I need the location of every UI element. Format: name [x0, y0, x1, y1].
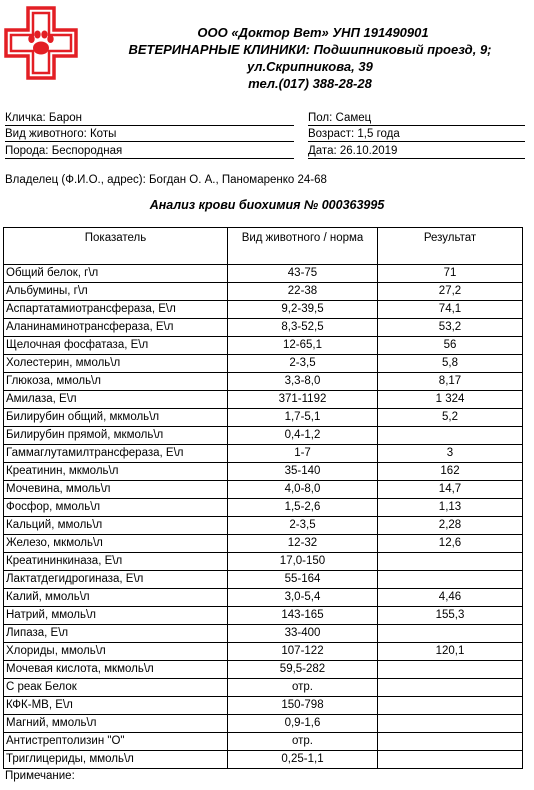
norm-cell: 2-3,5 — [228, 355, 378, 373]
norm-cell: 107-122 — [228, 643, 378, 661]
norm-cell: 3,0-5,4 — [228, 589, 378, 607]
column-header-parameter: Показатель — [4, 228, 228, 265]
norm-cell: 3,3-8,0 — [228, 373, 378, 391]
parameter-cell: Билирубин общий, мкмоль\л — [4, 409, 228, 427]
parameter-cell: Креатинин, мкмоль\л — [4, 463, 228, 481]
parameter-cell: Глюкоза, ммоль\л — [4, 373, 228, 391]
result-cell: 3 — [378, 445, 523, 463]
parameter-cell: Кальций, ммоль\л — [4, 517, 228, 535]
parameter-cell: Фосфор, ммоль\л — [4, 499, 228, 517]
result-cell: 1 324 — [378, 391, 523, 409]
parameter-cell: КФК-МВ, Е\л — [4, 697, 228, 715]
parameter-cell: Хлориды, ммоль\л — [4, 643, 228, 661]
parameter-cell: Креатининкиназа, Е\л — [4, 553, 228, 571]
result-cell: 4,46 — [378, 589, 523, 607]
parameter-cell: Лактатдегидрогиназа, Е\л — [4, 571, 228, 589]
norm-cell: отр. — [228, 733, 378, 751]
norm-cell: 12-32 — [228, 535, 378, 553]
table-row — [4, 319, 523, 337]
parameter-cell: Щелочная фосфатаза, Е\л — [4, 337, 228, 355]
table-row — [4, 751, 523, 769]
patient-row — [5, 144, 525, 158]
result-cell: 56 — [378, 337, 523, 355]
result-cell: 12,6 — [378, 535, 523, 553]
parameter-cell: Общий белок, г\л — [4, 265, 228, 283]
patient-species: Вид животного: Коты — [5, 127, 294, 142]
norm-cell: 12-65,1 — [228, 337, 378, 355]
norm-cell: 9,2-39,5 — [228, 301, 378, 319]
table-row — [4, 481, 523, 499]
table-row — [4, 661, 523, 679]
clinic-logo-icon — [4, 6, 78, 80]
parameter-cell: Амилаза, Е\л — [4, 391, 228, 409]
result-cell — [378, 661, 523, 679]
analysis-date: Дата: 26.10.2019 — [308, 144, 525, 159]
table-body — [4, 265, 523, 769]
patient-row — [5, 127, 525, 141]
result-cell: 74,1 — [378, 301, 523, 319]
table-row — [4, 391, 523, 409]
table-row — [4, 499, 523, 517]
parameter-cell: Натрий, ммоль\л — [4, 607, 228, 625]
table-row — [4, 697, 523, 715]
table-row — [4, 337, 523, 355]
note-label: Примечание: — [5, 770, 75, 782]
parameter-cell: Билирубин прямой, мкмоль\л — [4, 427, 228, 445]
table-row — [4, 535, 523, 553]
norm-cell: 55-164 — [228, 571, 378, 589]
parameter-cell: Альбумины, г\л — [4, 283, 228, 301]
table-row — [4, 553, 523, 571]
norm-cell: 143-165 — [228, 607, 378, 625]
parameter-cell: Гаммаглутамилтрансфераза, Е\л — [4, 445, 228, 463]
result-cell: 14,7 — [378, 481, 523, 499]
result-cell — [378, 427, 523, 445]
table-row — [4, 355, 523, 373]
norm-cell: 150-798 — [228, 697, 378, 715]
result-cell — [378, 571, 523, 589]
result-cell: 2,28 — [378, 517, 523, 535]
norm-cell: 0,25-1,1 — [228, 751, 378, 769]
parameter-cell: Магний, ммоль\л — [4, 715, 228, 733]
result-cell: 53,2 — [378, 319, 523, 337]
patient-name: Кличка: Барон — [5, 111, 294, 126]
table-row — [4, 733, 523, 751]
parameter-cell: С реак Белок — [4, 679, 228, 697]
norm-cell: 0,4-1,2 — [228, 427, 378, 445]
norm-cell: 33-400 — [228, 625, 378, 643]
table-row — [4, 517, 523, 535]
parameter-cell: Липаза, Е\л — [4, 625, 228, 643]
norm-cell: 59,5-282 — [228, 661, 378, 679]
result-cell: 27,2 — [378, 283, 523, 301]
clinic-address-1: ВЕТЕРИНАРНЫЕ КЛИНИКИ: Подшипниковый проезд, 9; — [128, 42, 492, 57]
patient-breed: Порода: Беспородная — [5, 144, 294, 159]
patient-sex: Пол: Самец — [308, 111, 525, 126]
column-header-result: Результат — [378, 228, 523, 265]
table-row — [4, 265, 523, 283]
result-cell: 8,17 — [378, 373, 523, 391]
result-cell — [378, 751, 523, 769]
patient-age: Возраст: 1,5 года — [308, 127, 525, 142]
table-row — [4, 679, 523, 697]
parameter-cell: Антистрептолизин "О" — [4, 733, 228, 751]
parameter-cell: Аланинаминотрансфераза, Е\л — [4, 319, 228, 337]
result-cell — [378, 697, 523, 715]
result-cell — [378, 553, 523, 571]
norm-cell: 371-1192 — [228, 391, 378, 409]
norm-cell: 8,3-52,5 — [228, 319, 378, 337]
table-row — [4, 643, 523, 661]
parameter-cell: Железо, мкмоль\л — [4, 535, 228, 553]
norm-cell: 2-3,5 — [228, 517, 378, 535]
result-cell: 5,2 — [378, 409, 523, 427]
table-row — [4, 463, 523, 481]
patient-row — [5, 111, 525, 125]
document-title: Анализ крови биохимия № 000363995 — [149, 198, 385, 212]
table-row — [4, 607, 523, 625]
result-cell: 5,8 — [378, 355, 523, 373]
norm-cell: отр. — [228, 679, 378, 697]
result-cell: 120,1 — [378, 643, 523, 661]
clinic-phone: тел.(017) 388-28-28 — [248, 76, 372, 91]
table-row — [4, 283, 523, 301]
table-row — [4, 589, 523, 607]
norm-cell: 4,0-8,0 — [228, 481, 378, 499]
norm-cell: 35-140 — [228, 463, 378, 481]
parameter-cell: Калий, ммоль\л — [4, 589, 228, 607]
parameter-cell: Аспартатамиотрансфераза, Е\л — [4, 301, 228, 319]
norm-cell: 1,7-5,1 — [228, 409, 378, 427]
result-cell — [378, 715, 523, 733]
column-header-norm: Вид животного / норма — [228, 228, 378, 265]
clinic-header — [100, 24, 520, 92]
clinic-name: ООО «Доктор Вет» УНП 191490901 — [197, 25, 429, 40]
table-row — [4, 625, 523, 643]
result-cell — [378, 625, 523, 643]
clinic-address-2: ул.Скрипникова, 39 — [247, 59, 373, 74]
table-row — [4, 445, 523, 463]
norm-cell: 1-7 — [228, 445, 378, 463]
parameter-cell: Мочевина, ммоль\л — [4, 481, 228, 499]
table-row — [4, 409, 523, 427]
owner-info: Владелец (Ф.И.О., адрес): Богдан О. А., Паномаренко 24-68 — [5, 174, 327, 186]
norm-cell: 1,5-2,6 — [228, 499, 378, 517]
table-header-row — [4, 228, 523, 265]
norm-cell: 0,9-1,6 — [228, 715, 378, 733]
result-cell: 155,3 — [378, 607, 523, 625]
result-cell — [378, 733, 523, 751]
result-cell: 1,13 — [378, 499, 523, 517]
table-row — [4, 373, 523, 391]
table-row — [4, 715, 523, 733]
norm-cell: 22-38 — [228, 283, 378, 301]
parameter-cell: Триглицериды, ммоль\л — [4, 751, 228, 769]
result-cell — [378, 679, 523, 697]
result-cell: 162 — [378, 463, 523, 481]
parameter-cell: Холестерин, ммоль\л — [4, 355, 228, 373]
table-row — [4, 301, 523, 319]
norm-cell: 43-75 — [228, 265, 378, 283]
results-table — [3, 227, 523, 769]
table-row — [4, 427, 523, 445]
result-cell: 71 — [378, 265, 523, 283]
parameter-cell: Мочевая кислота, мкмоль\л — [4, 661, 228, 679]
table-row — [4, 571, 523, 589]
norm-cell: 17,0-150 — [228, 553, 378, 571]
